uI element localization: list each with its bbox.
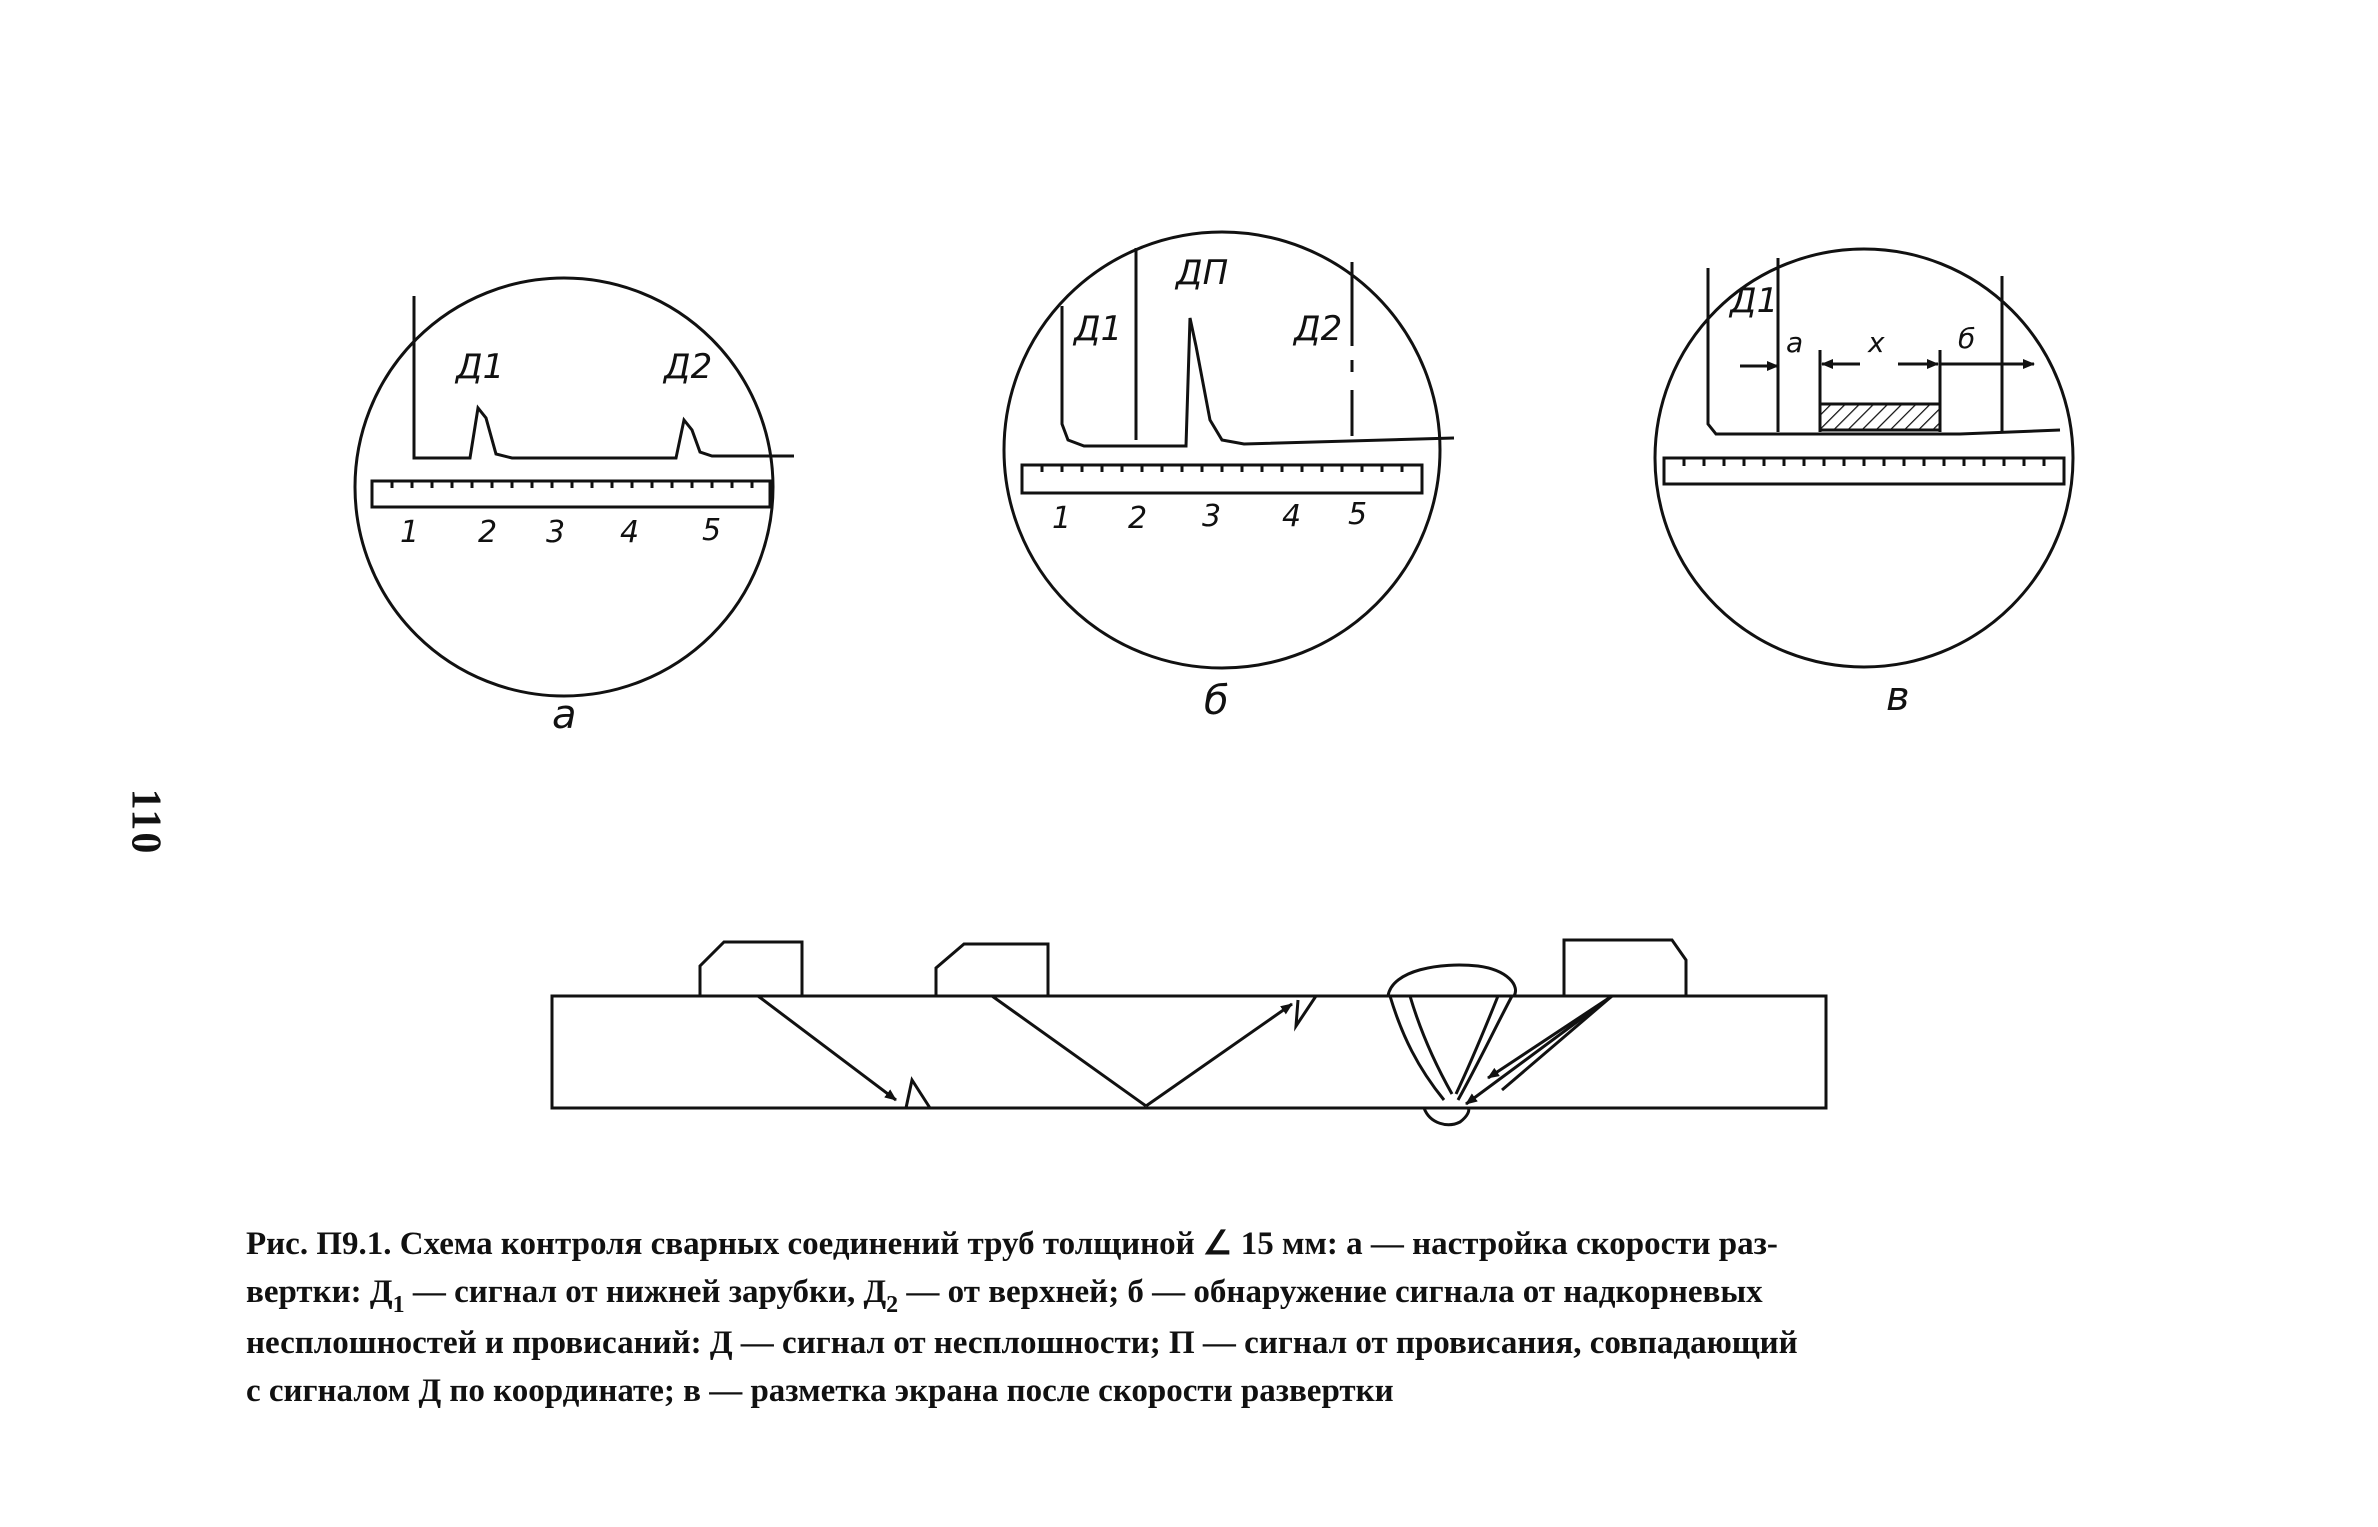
scale-label-3: 3 [546,515,566,550]
weld-fusion-left [1390,996,1444,1100]
caption-line [246,1268,2076,1319]
dim-label-a: а [1786,326,1804,359]
caption-subscript: 1 [392,1292,405,1318]
probe-1 [700,942,802,996]
caption-subscript: 2 [886,1292,899,1318]
figure-caption [246,1220,2076,1415]
signal-label-d2: Д2 [1294,309,1343,349]
defect-zone-hatched [1820,404,1940,430]
signal-label-d2: Д2 [664,347,713,387]
panel-v-screen [1655,249,2073,667]
scale-label-2: 2 [1128,501,1148,536]
signal-label-dp: ДП [1176,253,1229,293]
beam-1 [758,996,896,1100]
beam-3c [1502,996,1612,1090]
weld-inner-right [1456,996,1498,1094]
panel-label-b: б [1204,678,1229,724]
weld-root [1424,1108,1469,1125]
probe-3 [1564,940,1686,996]
scale-label-2: 2 [478,515,498,550]
beam-2-down [992,996,1146,1106]
dim-label-b: б [1958,322,1976,355]
scale-label-5: 5 [702,513,722,548]
probe-2 [936,944,1048,996]
screen-circle [1004,232,1440,668]
scale-label-3: 3 [1202,499,1222,534]
weld-bead-top [1388,965,1516,996]
scale-label-1: 1 [1052,501,1072,536]
weld-fusion-right [1458,996,1512,1100]
beam-3b [1466,996,1612,1104]
panel-label-a: а [552,692,577,738]
screen-circle [355,278,773,696]
dim-label-x: х [1868,326,1885,359]
scale-label-5: 5 [1348,497,1368,532]
caption-line: Рис. П9.1. Схема контроля сварных соединений труб толщиной ∠ 15 мм: а — настройка скорости раз- [246,1226,1778,1262]
caption-text: — сигнал от нижней зарубки, Д [404,1274,887,1310]
scale-label-4: 4 [1282,499,1302,534]
page-number: 110 [122,788,169,856]
signal-label-d1: Д1 [456,347,505,387]
scale-label-4: 4 [620,515,640,550]
caption-text: — от верхней; б — обнаружение сигнала от надкорневых [898,1274,1763,1310]
signal-label-d1: Д1 [1730,281,1779,321]
beam-2-up [1146,1004,1292,1106]
caption-line: несплошностей и провисаний: Д — сигнал от несплошности; П — сигнал от провисания, совпадающий [246,1325,1798,1361]
signal-label-d1: Д1 [1074,309,1123,349]
notch-lower [906,1080,930,1108]
panel-label-v: в [1886,674,1910,720]
panel-a-screen [355,278,794,696]
panel-b-screen [1004,232,1454,668]
notch-upper [1296,996,1316,1026]
pipe-weld-cross-section [552,940,1826,1125]
weld-inner-left [1410,996,1452,1094]
scale-label-1: 1 [400,515,420,550]
pipe-wall [552,996,1826,1108]
caption-line: с сигналом Д по координате; в — разметка экрана после скорости развертки [246,1373,1394,1409]
caption-text: вертки: Д [246,1274,393,1310]
